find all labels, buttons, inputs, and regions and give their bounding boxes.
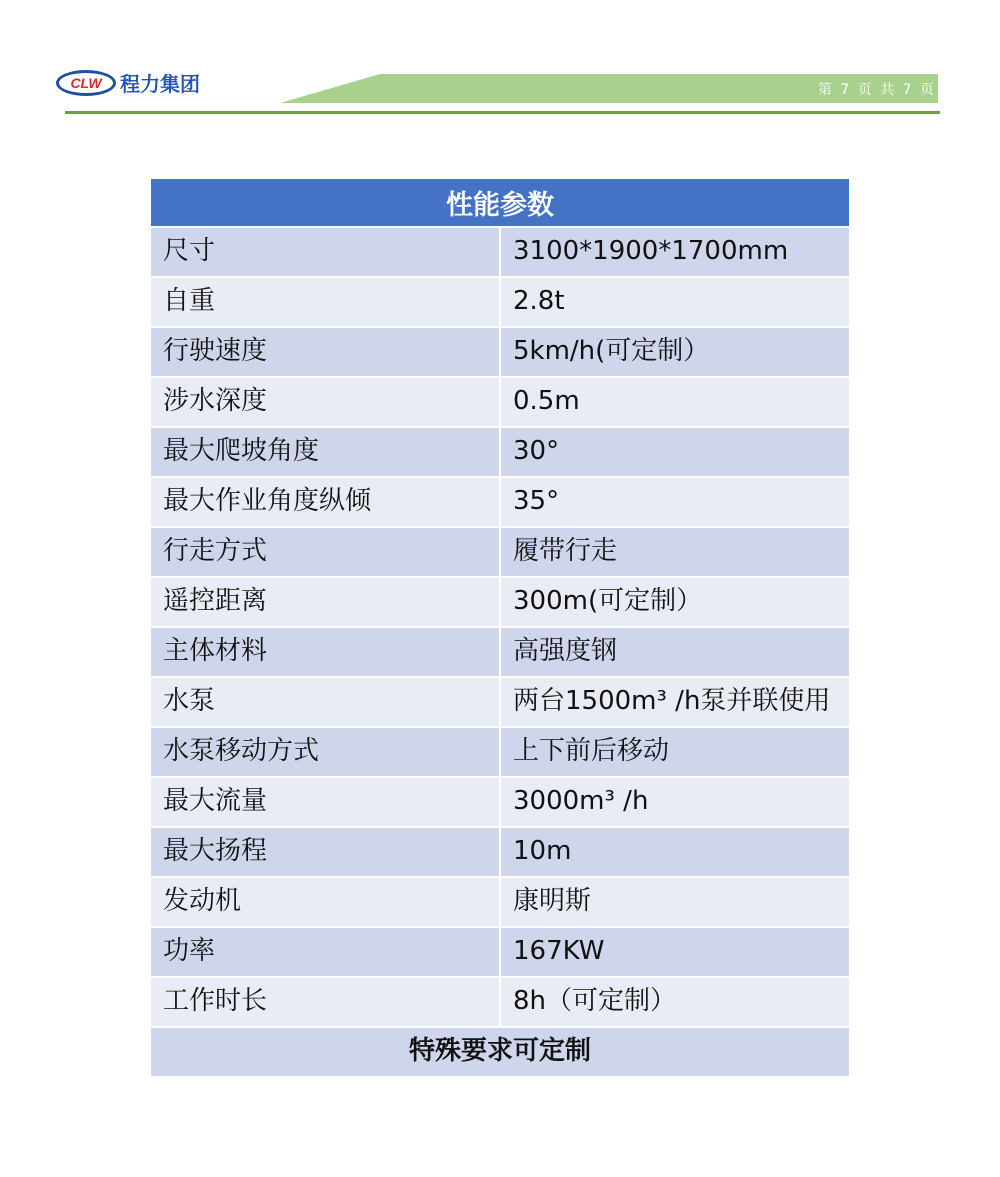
param-value: 8h（可定制） [501, 978, 849, 1026]
logo-mark: CLW [56, 70, 116, 96]
param-name: 尺寸 [151, 228, 501, 276]
table-row [151, 878, 849, 926]
param-name: 遥控距离 [151, 578, 501, 626]
param-name: 水泵 [151, 678, 501, 726]
table-title: 性能参数 [151, 179, 849, 226]
param-value: 300m(可定制） [501, 578, 849, 626]
param-name: 行走方式 [151, 528, 501, 576]
table-row [151, 278, 849, 326]
spec-table [151, 177, 849, 1078]
param-value: 3100*1900*1700mm [501, 228, 849, 276]
param-name: 功率 [151, 928, 501, 976]
company-logo [56, 68, 200, 97]
param-name: 水泵移动方式 [151, 728, 501, 776]
param-value: 30° [501, 428, 849, 476]
page-number: 第 7 页 共 7 页 [817, 82, 936, 98]
param-name: 最大流量 [151, 778, 501, 826]
param-name: 最大作业角度纵倾 [151, 478, 501, 526]
table-footer-row [151, 1028, 849, 1076]
table-row [151, 428, 849, 476]
param-value: 高强度钢 [501, 628, 849, 676]
param-value: 履带行走 [501, 528, 849, 576]
param-name: 最大扬程 [151, 828, 501, 876]
logo-text: 程力集团 [120, 72, 200, 96]
param-value: 5km/h(可定制） [501, 328, 849, 376]
table-row [151, 378, 849, 426]
param-name: 自重 [151, 278, 501, 326]
param-value: 2.8t [501, 278, 849, 326]
table-row [151, 778, 849, 826]
table-row [151, 328, 849, 376]
table-row [151, 978, 849, 1026]
param-name: 发动机 [151, 878, 501, 926]
param-value: 上下前后移动 [501, 728, 849, 776]
param-value: 3000m³ /h [501, 778, 849, 826]
table-row [151, 628, 849, 676]
param-value: 10m [501, 828, 849, 876]
custom-note: 特殊要求可定制 [151, 1028, 849, 1076]
param-value: 两台1500m³ /h泵并联使用 [501, 678, 849, 726]
table-row [151, 578, 849, 626]
param-value: 167KW [501, 928, 849, 976]
param-value: 康明斯 [501, 878, 849, 926]
table-row [151, 228, 849, 276]
table-row [151, 828, 849, 876]
param-value: 0.5m [501, 378, 849, 426]
param-name: 最大爬坡角度 [151, 428, 501, 476]
param-name: 涉水深度 [151, 378, 501, 426]
header-divider [65, 111, 940, 114]
param-value: 35° [501, 478, 849, 526]
param-name: 工作时长 [151, 978, 501, 1026]
table-row [151, 678, 849, 726]
table-row [151, 478, 849, 526]
table-row [151, 928, 849, 976]
table-row [151, 528, 849, 576]
param-name: 主体材料 [151, 628, 501, 676]
table-row [151, 728, 849, 776]
param-name: 行驶速度 [151, 328, 501, 376]
